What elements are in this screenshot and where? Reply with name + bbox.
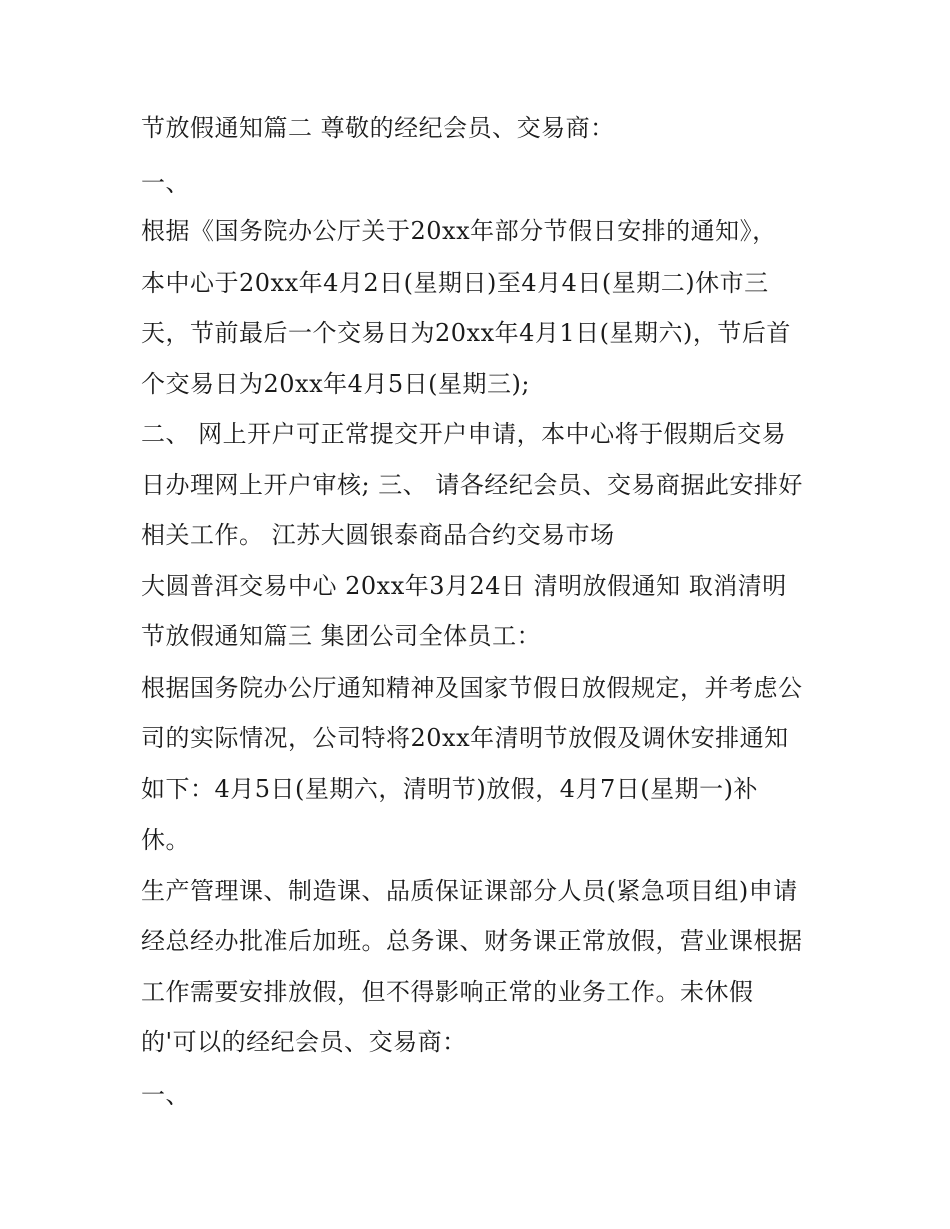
text-line: 天，节前最后一个交易日为20xx年4月1日(星期六)，节后首 <box>141 319 791 347</box>
text-line: 相关工作。 江苏大圆银泰商品合约交易市场 <box>141 521 615 549</box>
text-line: 司的实际情况，公司特将20xx年清明节放假及调休安排通知 <box>141 724 789 752</box>
text-line: 一、 <box>141 169 190 197</box>
text-line: 节放假通知篇三 集团公司全体员工： <box>141 622 542 650</box>
text-line: 个交易日为20xx年4月5日(星期三); <box>141 370 530 398</box>
text-line: 根据《国务院办公厅关于20xx年部分节假日安排的通知》， <box>141 217 777 245</box>
text-line: 节放假通知篇二 尊敬的经纪会员、交易商： <box>141 114 615 142</box>
text-line: 本中心于20xx年4月2日(星期日)至4月4日(星期二)休市三 <box>141 269 769 297</box>
text-line: 工作需要安排放假，但不得影响正常的业务工作。未休假 <box>141 978 754 1006</box>
text-line: 的'可以的经纪会员、交易商： <box>141 1028 467 1056</box>
text-line: 大圆普洱交易中心 20xx年3月24日 清明放假通知 取消清明 <box>141 572 787 600</box>
text-line: 生产管理课、制造课、品质保证课部分人员(紧急项目组)申请 <box>141 877 798 905</box>
text-line: 一、 <box>141 1081 190 1109</box>
text-line: 休。 <box>141 826 190 854</box>
text-line: 日办理网上开户审核; 三、 请各经纪会员、交易商据此安排好 <box>141 471 803 499</box>
text-line: 根据国务院办公厅通知精神及国家节假日放假规定，并考虑公 <box>141 674 803 702</box>
text-line: 经总经办批准后加班。总务课、财务课正常放假，营业课根据 <box>141 927 803 955</box>
text-line: 如下：4月5日(星期六，清明节)放假，4月7日(星期一)补 <box>141 775 759 803</box>
text-line: 二、 网上开户可正常提交开户申请，本中心将于假期后交易 <box>141 420 787 448</box>
